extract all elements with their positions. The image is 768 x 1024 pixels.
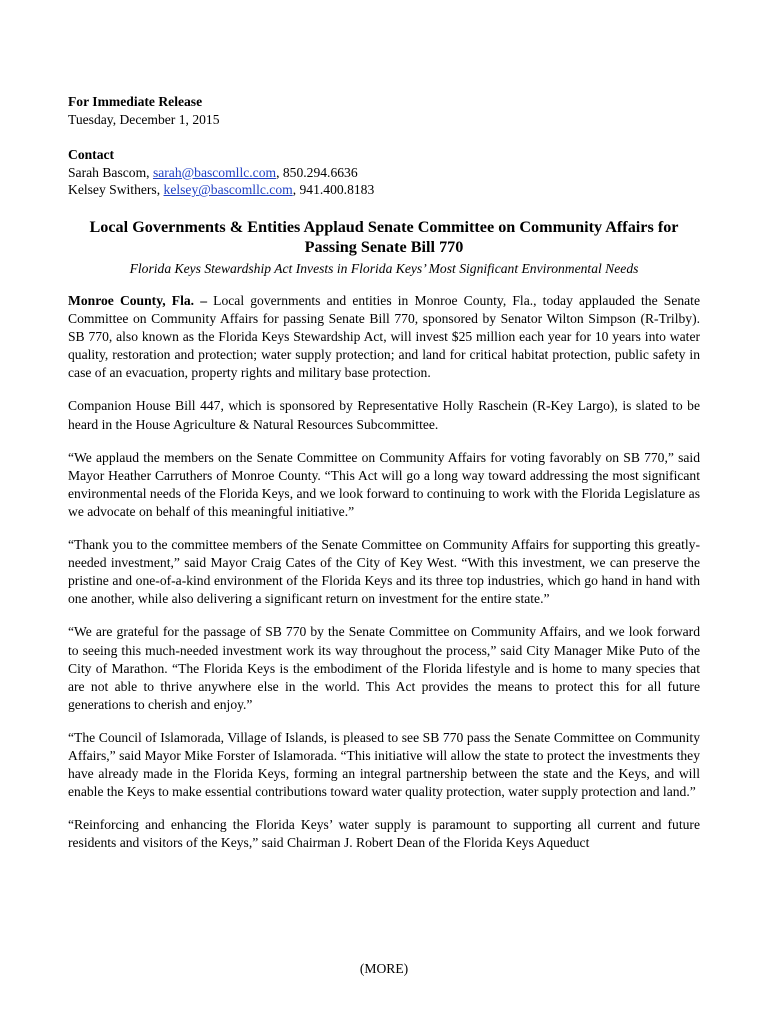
body-paragraph: “The Council of Islamorada, Village of Islands, is pleased to see SB 770 pass the Senate Committee on Community Affairs,” said Mayor Mike Forster of Islamorada. “This initiative will allow the state to protect the investments they have already made in the Florida Keys, forming an integral partnership between the state and the Keys, and will enable the Keys to make essential contributions toward water quality protection, water supply protection and land.” [68,729,700,800]
more-indicator: (MORE) [359,961,409,976]
contact-name: Sarah Bascom, [68,164,153,180]
subheadline: Florida Keys Stewardship Act Invests in Florida Keys’ Most Significant Environmental Needs [129,261,639,276]
body-paragraph [68,292,700,382]
contact-name: Kelsey Swithers, [68,182,164,197]
contact-phone: , 941.400.8183 [292,182,375,197]
dateline: Monroe County, Fla. – [68,293,208,308]
contact-line [68,181,374,199]
body-paragraph: “We are grateful for the passage of SB 770 by the Senate Committee on Community Affairs, and we look forward to seeing this much-needed investment work its way throughout the process,” said City Manager Mike Puto of the City of Marathon. “The Florida Keys is the embodiment of the Florida lifestyle and is home to many species that are not able to thrive anywhere else in the world. This Act provides the means to protect this for all future generations to cherish and enjoy.” [68,624,700,712]
body-paragraph: “Thank you to the committee members of the Senate Committee on Community Affairs for supporting this greatly-needed investment,” said Mayor Craig Cates of the City of Key West. “With this investment, we can preserve the pristine and one-of-a-kind environment of the Florida Keys and its three top industries, which go hand in hand with one another, while also delivering a significant return on investment for the entire state.” [68,537,700,607]
contact-email-link[interactable]: sarah@bascomllc.com [152,164,277,180]
contact-line [68,164,374,182]
body-paragraph-text: Local governments and entities in Monroe County, Fla., today applauded the Senate Committee on Community Affairs for passing Senate Bill 770, sponsored by Senator Wilton Simpson (R-Trilby). SB 770, also known as the Florida Keys Stewardship Act, will invest $25 million each year for 10 years into water quality, restoration and protection; water supply protection; and land for critical habitat protection, public safety in case of an evacuation, property rights and military base protection. [68,293,700,381]
body-paragraph: “We applaud the members on the Senate Committee on Community Affairs for voting favorably on SB 770,” said Mayor Heather Carruthers of Monroe County. “This Act will go a long way toward addressing the most significant environmental needs of the Florida Keys, and we look forward to continuing to work with the Florida Legislature as we advocate on behalf of this meaningful initiative.” [68,449,700,519]
headline: Local Governments & Entities Applaud Senate Committee on Community Affairs for Passing Senate Bill 770 [89,218,679,256]
contact-phone: , 850.294.6636 [276,164,358,180]
article-body [68,292,700,867]
contact-block [68,146,374,199]
release-date: Tuesday, December 1, 2015 [68,111,220,127]
release-label: For Immediate Release [68,94,203,109]
body-paragraph: “Reinforcing and enhancing the Florida Keys’ water supply is paramount to supporting all current and future residents and visitors of the Keys,” said Chairman J. Robert Dean of the Florida Keys Aqueduct [68,817,700,851]
release-block [68,93,220,128]
contact-label: Contact [68,147,115,162]
contact-email-link[interactable]: kelsey@bascomllc.com [163,182,293,197]
body-paragraph: Companion House Bill 447, which is sponsored by Representative Holly Raschein (R-Key Largo), is slated to be heard in the House Agriculture & Natural Resources Subcommittee. [68,398,700,432]
